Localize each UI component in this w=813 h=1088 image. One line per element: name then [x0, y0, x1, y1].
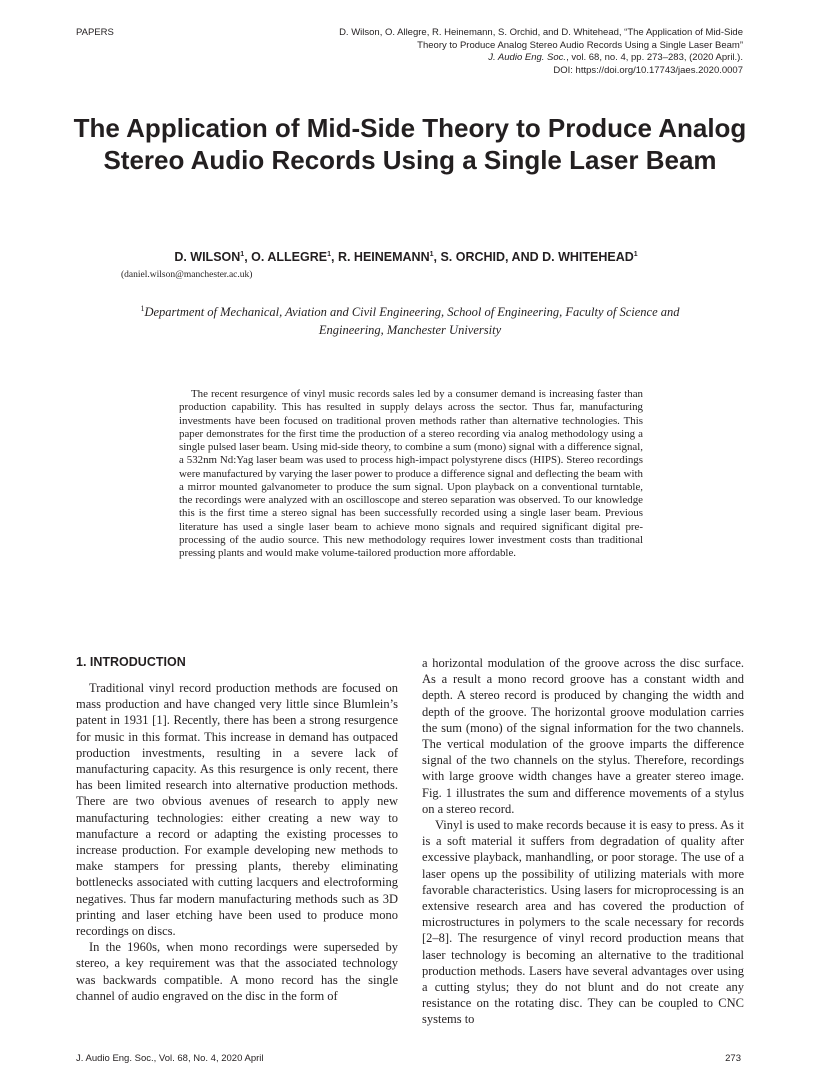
paragraph: a horizontal modulation of the groove across the disc surface. As a result a mono record groove has a constant width and depth. A stereo record is produced by changing the width and depth of the groove. The horizontal groove modulation carries the sum (mono) of the signal information for the two channels. The vertical modulation of the groove imparts the difference signal of the two channels on the stylus. Therefore, recordings with large groove width changes have a greater stereo image. Fig. 1 illustrates the sum and difference movements of a stylus on a stereo record.: [422, 656, 744, 816]
paper-title: The Application of Mid-Side Theory to Produce Analog Stereo Audio Records Using a Single Laser Beam: [73, 113, 747, 175]
abstract: The recent resurgence of vinyl music records sales led by a consumer demand is increasing faster than production capability. This has resulted in supply delays across the sector. Thus far, manufacturing investments have been focused on traditional proven methods rather than alternative technologies. This paper demonstrates for the first time the production of a stereo recording via analog methodology using a single pulsed laser beam. Using mid-side theory, to combine a sum (mono) signal with a difference signal, a 532nm Nd:Yag laser beam was used to process high-impact polystyrene discs (HIPS). Stereo recordings were manufactured by varying the laser power to produce a difference signal and deflecting the beam with a mirror mounted galvanometer to produce the sum signal. Upon playback on a conventional turntable, the recordings were analyzed with an oscilloscope and stereo separation was observed. To our knowledge this is the first time a stereo signal has been successfully recorded using a single laser beam. Previous literature has used a single laser beam to achieve mono signals and required significant digital pre-processing of the audio source. This new methodology requires lower investment costs than traditional pressing plants and would make volume-tailored production more affordable.: [179, 388, 643, 559]
page-number: 273: [725, 1053, 741, 1064]
author-affiliation-mark: 1: [240, 251, 245, 258]
paragraph: Traditional vinyl record production methods are focused on mass production and have changed very little since Blumlein’s patent in 1931 [1]. Recently, there has been a strong resurgence for music in this format. This increase in demand has outpaced production investments, resulting in a severe lack of manufacturing capacity. As this resurgence is only recent, there has been limited research into alternative production methods. There are two obvious avenues of research to apply new manufacturing technologies: either creating a new way to manufacture a record or adapting the existing processes to increase production. For example developing new methods to make stampers for pressing plants, thereby eliminating bottlenecks associated with cutting lacquers and electroforming negatives. Thus far modern manufacturing methods such as 3D printing and laser etching have been used to produce mono recordings on discs.: [76, 681, 398, 939]
author-list: [76, 250, 736, 264]
citation-line: [283, 52, 743, 65]
journal-name: J. Audio Eng. Soc.: [488, 52, 567, 63]
author-separator: ,: [330, 250, 338, 264]
doi-link[interactable]: DOI: https://doi.org/10.17743/jaes.2020.0007: [553, 64, 743, 76]
body-column-left: [76, 655, 398, 1004]
body-column-right: [422, 655, 744, 1028]
author-affiliation-mark: 1: [429, 251, 434, 258]
citation-block: [283, 27, 743, 77]
paragraph: Vinyl is used to make records because it is easy to press. As it is a soft material it suffers from degradation of quality after excessive playback, manhandling, or poor storage. The use of a laser opens up the possibility of utilizing materials with more favorable characteristics. Using lasers for microprocessing is an extensive research area and has covered the production of microstructures in polymers to the scale necessary for records [2–8]. The resurgence of vinyl record production means that laser technology is becoming an alternative to the traditional production methods. Lasers have several advantages over using a cutting stylus; they do not blunt and do not create any resistance on the rotating disc. They can be coupled to CNC systems to: [422, 818, 744, 1027]
citation-volume: , vol. 68, no. 4, pp. 273–283, (2020 April.).: [566, 52, 743, 63]
footer-journal: J. Audio Eng. Soc., Vol. 68, No. 4, 2020 April: [76, 1053, 264, 1064]
author-separator: ,: [433, 250, 441, 264]
author-name: O. ALLEGRE: [251, 250, 328, 264]
section-label: PAPERS: [76, 27, 114, 38]
author-name: R. HEINEMANN: [337, 250, 430, 264]
author-name: S. ORCHID, AND D. WHITEHEAD: [440, 250, 634, 264]
citation-line: Theory to Produce Analog Stereo Audio Records Using a Single Laser Beam”: [417, 39, 743, 51]
affiliation-text: Department of Mechanical, Aviation and Civil Engineering, School of Engineering, Faculty of Science and Engineering, Manchester University: [144, 305, 680, 337]
author-affiliation-mark: 1: [633, 251, 638, 258]
citation-line: D. Wilson, O. Allegre, R. Heinemann, S. Orchid, and D. Whitehead, “The Application of Mid-Side: [339, 27, 743, 38]
affiliation: [110, 300, 710, 339]
affiliation-mark: 1: [140, 304, 145, 313]
paragraph: In the 1960s, when mono recordings were superseded by stereo, a key requirement was that the associated technology was backwards compatible. A mono record has the single channel of audio engraved on the disc in the form of: [76, 940, 398, 1003]
author-name: D. WILSON: [174, 250, 241, 264]
section-heading: 1. INTRODUCTION: [76, 655, 186, 669]
author-affiliation-mark: 1: [327, 251, 331, 258]
author-email[interactable]: (daniel.wilson@manchester.ac.uk): [121, 270, 253, 280]
author-separator: ,: [244, 250, 252, 264]
